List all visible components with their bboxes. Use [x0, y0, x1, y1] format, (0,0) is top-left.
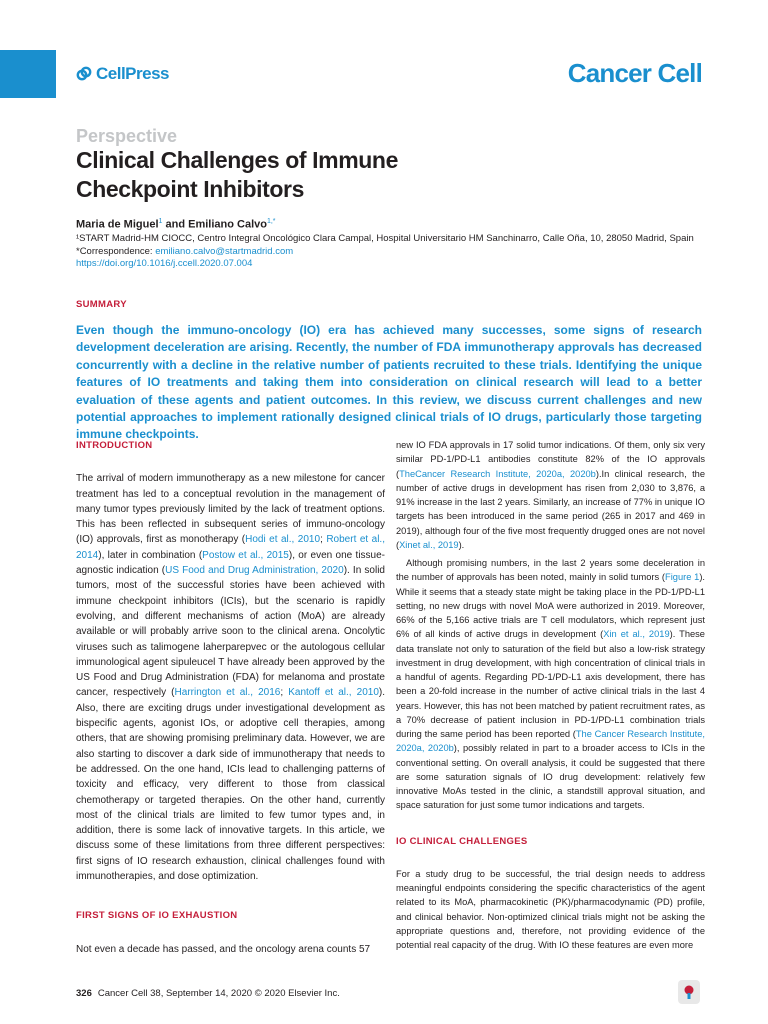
article-title [76, 146, 596, 204]
cellpress-logo-icon [76, 66, 92, 82]
paragraph-continued: new IO FDA approvals in 17 solid tumor indications. Of them, only six very similar PD-1/PD-L1 antibodies constitute 82% of the IO approvals (TheCancer Research Institute, 2020a, 2020b).In clinical research, the number of active drugs in development has risen from 2,030 to 3,876, a 91% increase in the last 2 years. Similarly, an increase of 77% in unique IO targets has been introduced in the same period (265 in 2017 and 469 in 2019), although four of the five most frequently drugged ones are not novel (Xinet al., 2019). [396, 440, 705, 550]
affiliation: ¹START Madrid-HM CIOCC, Centro Integral Oncológico Clara Campal, Hospital Universitario HM Sanchinarro, Calle Oña, 10, 28050 Madrid, Spain [76, 233, 694, 244]
paragraph: Although promising numbers, in the last 2 years some deceleration in the number of approvals has been noted, mainly in solid tumors (Figure 1). While it seems that a steady state might be taking place in the PD-1/PD-L1 setting, no new drugs with novel MoA were authorized in 2019. Moreover, 66% of the 5,166 active trials are T cell modulators, which represent just 6% of all kinds of active drugs in development (Xin et al., 2019). These data translate not only to saturation of the field but also a low-risk strategy investment in drug development, with high concentration of clinical trials in a handful of agents. Regarding PD-1/PD-L1 axis development, there has been a 20-fold increase in the number of active clinical trials in the last 4 years. However, this has not been matched by patient recruitment rates, as a 70% decrease of patient inclusion in PD-1/PD-L1 combination trials during the same period has been reported (The Cancer Research Institute, 2020a, 2020b), possibly related in part to a broader access to ICIs in the conventional setting. On overall analysis, it could be suggested that there are some saturation signals of IO drug development: relatively few innovative MoAs tested in the clinic, a standstill approval situation, and space saturation for just some tumor indications and targets. [396, 558, 705, 811]
right-column [396, 438, 705, 956]
page-footer [76, 988, 340, 999]
left-column [76, 438, 385, 961]
citation-link[interactable]: Xin [399, 539, 413, 550]
citation-link[interactable]: Cancer Research Institute, 2020a, 2020b [415, 468, 596, 479]
title-line-1: Clinical Challenges of Immune [76, 147, 398, 173]
author-separator: and [162, 218, 189, 231]
doi-link[interactable]: https://doi.org/10.1016/j.ccell.2020.07.004 [76, 258, 253, 269]
journal-color-tab [0, 50, 56, 98]
section-heading-introduction: INTRODUCTION [76, 440, 153, 451]
publisher-name: CellPress [96, 64, 169, 83]
figure-link[interactable]: Figure 1 [665, 572, 700, 583]
paragraph: Not even a decade has passed, and the oncology arena counts 57 [76, 943, 371, 955]
crossmark-icon[interactable] [678, 980, 700, 1004]
author-name: Maria de Miguel [76, 218, 159, 231]
citation-link[interactable]: Robert et al., 2014 [76, 534, 385, 561]
correspondence-label: *Correspondence: [76, 245, 156, 257]
correspondence [76, 246, 696, 259]
affiliation-marker[interactable]: 1 [158, 218, 163, 225]
affiliation-block [76, 233, 696, 271]
correspondence-email-link[interactable]: emiliano.calvo@startmadrid.com [155, 245, 294, 257]
article-type: Perspective [76, 126, 178, 146]
citation-link[interactable]: The Cancer Research Institute, 2020a, 2020b [396, 729, 705, 754]
title-line-2: Checkpoint Inhibitors [76, 176, 304, 202]
citation-link[interactable]: Harrington et al., 2016 [174, 687, 281, 699]
citation-link[interactable]: Hodi et al., 2010 [245, 534, 321, 546]
citation-link[interactable]: Kantoff et al., 2010 [288, 687, 379, 699]
summary-text: Even though the immuno-oncology (IO) era has achieved many successes, some signs of research development deceleration are arising. Recently, the number of FDA immunotherapy approvals has decreased concurrently with a decline in the relative number of patients recruited to these trials. Identifying the unique features of IO treatments and taking them into consideration on clinical research will lead to a better evaluation of these agents and patient outcomes. In this review, we discuss current challenges and new potential approaches to implement rationally designed clinical trials of IO drugs, particularly those targeting immune checkpoints. [76, 323, 702, 442]
summary-heading: SUMMARY [76, 299, 127, 310]
journal-name[interactable]: Cancer Cell [567, 58, 702, 88]
section-heading-io-clinical-challenges: IO CLINICAL CHALLENGES [396, 835, 528, 847]
paragraph: The arrival of modern immunotherapy as a new milestone for cancer treatment has led to a conceptual revolution in the management of many tumor types previously limited by the lack of treatment options. This has been reflected in subsequent series of immuno-oncology (IO) approvals, first as monotherapy (Hodi et al., 2010; Robert et al., 2014), later in combination (Postow et al., 2015), or even one tissue-agnostic indication (US Food and Drug Administration, 2020). In solid tumors, most of the successful stories have been achieved with immune checkpoint inhibitors (ICIs), but the scenario is rapidly evolving, and different mechanisms of action (MoA) are already available or will probably arrive soon to the clinical arena. Oncolytic viruses such as talimogene laherparepvec or the autologous cellular immunological agent sipuleucel T have already been approved by the US Food and Drug Administration (FDA) for melanoma and prostate cancer, respectively (Harrington et al., 2016; Kantoff et al., 2010). Also, there are exciting drugs under investigational development as bispecific agents, agonist IOs, or adoptive cell therapies, among others, that are showing promising preliminary data. However, we are also starting to discover a dark side of immunotherapy that needs to be addressed. On the one hand, ICIs lead to challenging patterns of toxicity and efficacy, very different to those from classical chemotherapy or targeted therapies. On the other hand, currently most of the clinical trials are limited to few tumor types and, in addition, there is some lack of innovative targets. In this article, we discuss some of these limitations from three different perspectives: first signs of IO research exhaustion, clinical challenges found with immunotherapies, and dose optimization. [76, 473, 385, 883]
citation-link[interactable]: Xin et al., 2019 [603, 629, 670, 640]
affiliation-marker[interactable]: 1,* [266, 218, 276, 225]
footer-citation: Cancer Cell 38, September 14, 2020 © 2020 Elsevier Inc. [97, 988, 340, 999]
citation-link[interactable]: et al., 2019 [412, 539, 459, 550]
publisher-logo[interactable] [76, 64, 169, 84]
citation-link[interactable]: Postow et al., 2015 [202, 549, 289, 561]
author-name: Emiliano Calvo [188, 218, 267, 231]
page-number: 326 [76, 988, 92, 999]
citation-link[interactable]: The [399, 468, 416, 479]
section-heading-io-exhaustion: FIRST SIGNS OF IO EXHAUSTION [76, 910, 238, 922]
author-list [76, 218, 276, 231]
paragraph: For a study drug to be successful, the trial design needs to address meaningful endpoints considering the specific characteristics of the agent related to its MoA, pharmacokinetic (PK)/pharmacodynamic (PD) profile, and clinical behavior. Non-optimized clinical trials might not be asking the appropriate questions and, therefore, not providing evidence of the potential real capacity of the drug. With IO these features are even more [396, 868, 705, 950]
citation-link[interactable]: US Food and Drug Administration, 2020 [165, 565, 344, 577]
